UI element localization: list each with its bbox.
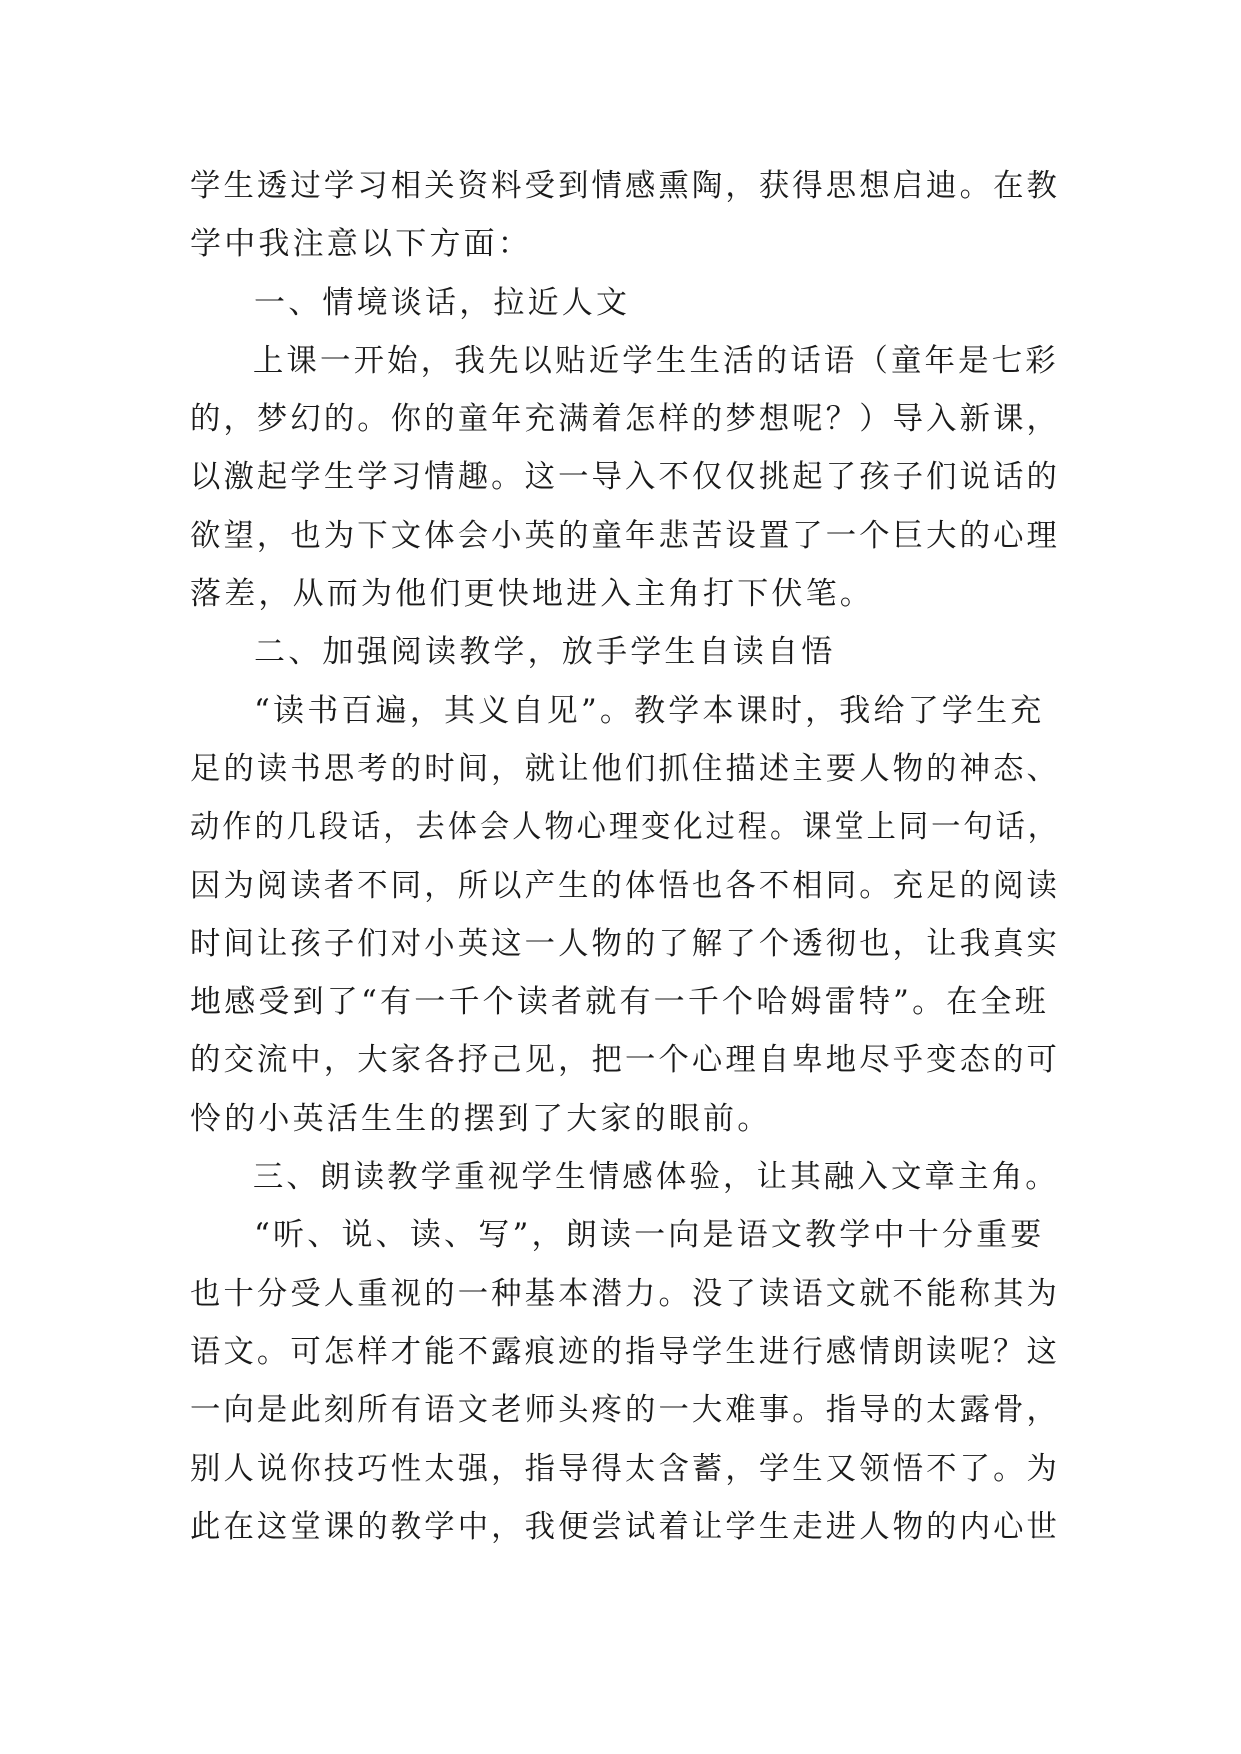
text-line: 学中我注意以下方面： bbox=[190, 226, 532, 263]
section-heading-3: 三、朗读教学重视学生情感体验，让其融入文章主角。 bbox=[252, 1159, 1059, 1196]
text-line: 落差，从而为他们更快地进入主角打下伏笔。 bbox=[190, 576, 874, 613]
text-line: 因为阅读者不同，所以产生的体悟也各不相同。充足的阅读 bbox=[190, 867, 1060, 904]
section-heading-2: 二、加强阅读教学，放手学生自读自悟 bbox=[254, 634, 836, 671]
text-line: 语文。可怎样才能不露痕迹的指导学生进行感情朗读呢？这 bbox=[190, 1333, 1060, 1370]
text-line: 以激起学生学习情趣。这一导入不仅仅挑起了孩子们说话的 bbox=[190, 459, 1060, 496]
text-line: 学生透过学习相关资料受到情感熏陶，获得思想启迪。在教 bbox=[190, 168, 1060, 204]
text-line: 此在这堂课的教学中，我便尝试着让学生走进人物的内心世 bbox=[190, 1508, 1060, 1545]
text-line: 时间让孩子们对小英这一人物的了解了个透彻也，让我真实 bbox=[190, 925, 1060, 962]
text-line: 的交流中，大家各抒己见，把一个心理自卑地尽乎变态的可 bbox=[190, 1042, 1060, 1079]
section-heading-1: 一、情境谈话，拉近人文 bbox=[254, 284, 631, 321]
text-line: “读书百遍，其义自见”。教学本课时，我给了学生充 bbox=[254, 692, 1045, 729]
text-line: 的，梦幻的。你的童年充满着怎样的梦想呢？）导入新课， bbox=[190, 401, 1060, 438]
text-line: 足的读书思考的时间，就让他们抓住描述主要人物的神态、 bbox=[190, 750, 1060, 787]
text-line: 怜的小英活生生的摆到了大家的眼前。 bbox=[190, 1100, 772, 1137]
document-body bbox=[190, 157, 1060, 1556]
text-line: 地感受到了“有一千个读者就有一千个哈姆雷特”。在全班 bbox=[190, 984, 1049, 1021]
text-line: 上课一开始，我先以贴近学生生活的话语（童年是七彩 bbox=[252, 342, 1059, 379]
text-line: 也十分受人重视的一种基本潜力。没了读语文就不能称其为 bbox=[190, 1275, 1060, 1312]
text-line: 动作的几段话，去体会人物心理变化过程。课堂上同一句话， bbox=[190, 809, 1061, 846]
text-line: 别人说你技巧性太强，指导得太含蓄，学生又领悟不了。为 bbox=[190, 1450, 1060, 1487]
text-line: 一向是此刻所有语文老师头疼的一大难事。指导的太露骨， bbox=[190, 1392, 1060, 1429]
text-line: “听、说、读、写”，朗读一向是语文教学中十分重要 bbox=[254, 1217, 1045, 1254]
text-line: 欲望，也为下文体会小英的童年悲苦设置了一个巨大的心理 bbox=[190, 517, 1060, 554]
